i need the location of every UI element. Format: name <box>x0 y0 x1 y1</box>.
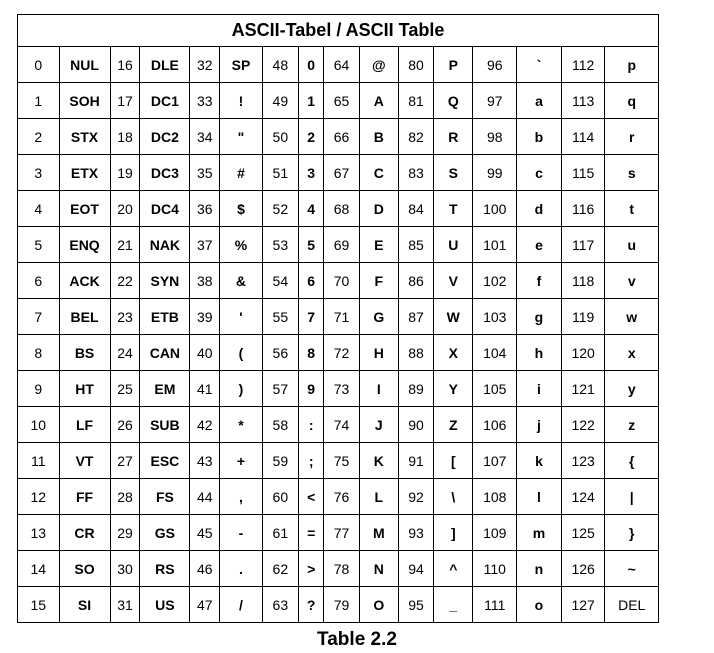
char-cell: & <box>220 263 263 299</box>
table-row <box>18 407 659 443</box>
code-cell: 5 <box>18 227 60 263</box>
code-cell: 121 <box>561 371 605 407</box>
char-cell: 5 <box>298 227 324 263</box>
code-cell: 127 <box>561 587 605 623</box>
code-cell: 11 <box>18 443 60 479</box>
code-cell: 37 <box>190 227 220 263</box>
char-cell: G <box>359 299 398 335</box>
table-row <box>18 155 659 191</box>
code-cell: 13 <box>18 515 60 551</box>
code-cell: 101 <box>473 227 517 263</box>
code-cell: 66 <box>324 119 359 155</box>
char-cell: ^ <box>434 551 473 587</box>
code-cell: 83 <box>398 155 433 191</box>
char-cell: * <box>220 407 263 443</box>
code-cell: 57 <box>262 371 298 407</box>
char-cell: ETB <box>140 299 190 335</box>
char-cell: SUB <box>140 407 190 443</box>
code-cell: 49 <box>262 83 298 119</box>
char-cell: y <box>605 371 659 407</box>
char-cell: i <box>517 371 562 407</box>
code-cell: 105 <box>473 371 517 407</box>
char-cell: : <box>298 407 324 443</box>
table-row <box>18 335 659 371</box>
char-cell: EOT <box>59 191 110 227</box>
code-cell: 17 <box>110 83 140 119</box>
code-cell: 74 <box>324 407 359 443</box>
code-cell: 28 <box>110 479 140 515</box>
char-cell: a <box>517 83 562 119</box>
table-row <box>18 263 659 299</box>
char-cell: / <box>220 587 263 623</box>
char-cell: O <box>359 587 398 623</box>
char-cell: t <box>605 191 659 227</box>
table-row <box>18 83 659 119</box>
code-cell: 25 <box>110 371 140 407</box>
char-cell: L <box>359 479 398 515</box>
char-cell: p <box>605 47 659 83</box>
code-cell: 92 <box>398 479 433 515</box>
code-cell: 7 <box>18 299 60 335</box>
char-cell: \ <box>434 479 473 515</box>
char-cell: W <box>434 299 473 335</box>
char-cell: ETX <box>59 155 110 191</box>
code-cell: 125 <box>561 515 605 551</box>
char-cell: CR <box>59 515 110 551</box>
char-cell: v <box>605 263 659 299</box>
char-cell: K <box>359 443 398 479</box>
code-cell: 51 <box>262 155 298 191</box>
char-cell: 9 <box>298 371 324 407</box>
code-cell: 8 <box>18 335 60 371</box>
code-cell: 43 <box>190 443 220 479</box>
code-cell: 64 <box>324 47 359 83</box>
char-cell: J <box>359 407 398 443</box>
code-cell: 20 <box>110 191 140 227</box>
code-cell: 100 <box>473 191 517 227</box>
code-cell: 18 <box>110 119 140 155</box>
code-cell: 48 <box>262 47 298 83</box>
char-cell: RS <box>140 551 190 587</box>
table-row <box>18 587 659 623</box>
code-cell: 70 <box>324 263 359 299</box>
char-cell: s <box>605 155 659 191</box>
char-cell: n <box>517 551 562 587</box>
char-cell: CAN <box>140 335 190 371</box>
code-cell: 106 <box>473 407 517 443</box>
code-cell: 104 <box>473 335 517 371</box>
char-cell: SP <box>220 47 263 83</box>
char-cell: S <box>434 155 473 191</box>
char-cell: A <box>359 83 398 119</box>
code-cell: 93 <box>398 515 433 551</box>
char-cell: F <box>359 263 398 299</box>
char-cell: NUL <box>59 47 110 83</box>
code-cell: 112 <box>561 47 605 83</box>
char-cell: 7 <box>298 299 324 335</box>
code-cell: 82 <box>398 119 433 155</box>
code-cell: 103 <box>473 299 517 335</box>
char-cell: U <box>434 227 473 263</box>
table-row <box>18 119 659 155</box>
char-cell: " <box>220 119 263 155</box>
code-cell: 115 <box>561 155 605 191</box>
char-cell: Q <box>434 83 473 119</box>
code-cell: 27 <box>110 443 140 479</box>
char-cell: u <box>605 227 659 263</box>
char-cell: T <box>434 191 473 227</box>
char-cell: + <box>220 443 263 479</box>
char-cell: V <box>434 263 473 299</box>
char-cell: ESC <box>140 443 190 479</box>
code-cell: 96 <box>473 47 517 83</box>
char-cell: $ <box>220 191 263 227</box>
code-cell: 22 <box>110 263 140 299</box>
char-cell: DLE <box>140 47 190 83</box>
char-cell: GS <box>140 515 190 551</box>
code-cell: 47 <box>190 587 220 623</box>
char-cell: Z <box>434 407 473 443</box>
char-cell: ~ <box>605 551 659 587</box>
ascii-table <box>17 14 659 623</box>
char-cell: H <box>359 335 398 371</box>
code-cell: 117 <box>561 227 605 263</box>
code-cell: 78 <box>324 551 359 587</box>
char-cell: ( <box>220 335 263 371</box>
char-cell: DC1 <box>140 83 190 119</box>
char-cell: 0 <box>298 47 324 83</box>
table-title: ASCII-Tabel / ASCII Table <box>18 15 659 47</box>
char-cell: _ <box>434 587 473 623</box>
char-cell: 6 <box>298 263 324 299</box>
char-cell: N <box>359 551 398 587</box>
code-cell: 38 <box>190 263 220 299</box>
char-cell: BS <box>59 335 110 371</box>
char-cell: SYN <box>140 263 190 299</box>
char-cell: 1 <box>298 83 324 119</box>
char-cell: ! <box>220 83 263 119</box>
table-body <box>18 47 659 623</box>
char-cell: e <box>517 227 562 263</box>
char-cell: NAK <box>140 227 190 263</box>
code-cell: 19 <box>110 155 140 191</box>
code-cell: 89 <box>398 371 433 407</box>
char-cell: FF <box>59 479 110 515</box>
code-cell: 59 <box>262 443 298 479</box>
code-cell: 42 <box>190 407 220 443</box>
char-cell: EM <box>140 371 190 407</box>
code-cell: 16 <box>110 47 140 83</box>
code-cell: 110 <box>473 551 517 587</box>
char-cell: d <box>517 191 562 227</box>
table-row <box>18 227 659 263</box>
char-cell: q <box>605 83 659 119</box>
char-cell: h <box>517 335 562 371</box>
code-cell: 97 <box>473 83 517 119</box>
code-cell: 108 <box>473 479 517 515</box>
code-cell: 33 <box>190 83 220 119</box>
char-cell: ` <box>517 47 562 83</box>
char-cell: SOH <box>59 83 110 119</box>
char-cell: x <box>605 335 659 371</box>
char-cell: I <box>359 371 398 407</box>
char-cell: c <box>517 155 562 191</box>
char-cell: b <box>517 119 562 155</box>
code-cell: 4 <box>18 191 60 227</box>
char-cell: DC4 <box>140 191 190 227</box>
code-cell: 84 <box>398 191 433 227</box>
char-cell: - <box>220 515 263 551</box>
char-cell: # <box>220 155 263 191</box>
code-cell: 62 <box>262 551 298 587</box>
code-cell: 76 <box>324 479 359 515</box>
code-cell: 122 <box>561 407 605 443</box>
char-cell: m <box>517 515 562 551</box>
char-cell: ' <box>220 299 263 335</box>
code-cell: 118 <box>561 263 605 299</box>
code-cell: 23 <box>110 299 140 335</box>
code-cell: 21 <box>110 227 140 263</box>
char-cell: ? <box>298 587 324 623</box>
char-cell: ) <box>220 371 263 407</box>
code-cell: 79 <box>324 587 359 623</box>
code-cell: 3 <box>18 155 60 191</box>
char-cell: 3 <box>298 155 324 191</box>
char-cell: o <box>517 587 562 623</box>
code-cell: 73 <box>324 371 359 407</box>
code-cell: 98 <box>473 119 517 155</box>
char-cell: w <box>605 299 659 335</box>
code-cell: 50 <box>262 119 298 155</box>
code-cell: 126 <box>561 551 605 587</box>
char-cell: g <box>517 299 562 335</box>
table-row <box>18 479 659 515</box>
code-cell: 91 <box>398 443 433 479</box>
code-cell: 31 <box>110 587 140 623</box>
code-cell: 44 <box>190 479 220 515</box>
code-cell: 6 <box>18 263 60 299</box>
char-cell: z <box>605 407 659 443</box>
code-cell: 81 <box>398 83 433 119</box>
char-cell: Y <box>434 371 473 407</box>
code-cell: 116 <box>561 191 605 227</box>
char-cell: ACK <box>59 263 110 299</box>
char-cell: @ <box>359 47 398 83</box>
code-cell: 63 <box>262 587 298 623</box>
code-cell: 45 <box>190 515 220 551</box>
char-cell: < <box>298 479 324 515</box>
code-cell: 24 <box>110 335 140 371</box>
char-cell: ENQ <box>59 227 110 263</box>
table-row <box>18 299 659 335</box>
char-cell: HT <box>59 371 110 407</box>
code-cell: 53 <box>262 227 298 263</box>
code-cell: 39 <box>190 299 220 335</box>
char-cell: SO <box>59 551 110 587</box>
char-cell: { <box>605 443 659 479</box>
code-cell: 46 <box>190 551 220 587</box>
code-cell: 32 <box>190 47 220 83</box>
code-cell: 67 <box>324 155 359 191</box>
code-cell: 75 <box>324 443 359 479</box>
code-cell: 65 <box>324 83 359 119</box>
char-cell: X <box>434 335 473 371</box>
char-cell: SI <box>59 587 110 623</box>
char-cell: k <box>517 443 562 479</box>
char-cell: BEL <box>59 299 110 335</box>
table-row <box>18 47 659 83</box>
table-caption: Table 2.2 <box>317 629 397 650</box>
char-cell: 4 <box>298 191 324 227</box>
char-cell: STX <box>59 119 110 155</box>
code-cell: 2 <box>18 119 60 155</box>
code-cell: 113 <box>561 83 605 119</box>
code-cell: 34 <box>190 119 220 155</box>
code-cell: 124 <box>561 479 605 515</box>
code-cell: 119 <box>561 299 605 335</box>
code-cell: 26 <box>110 407 140 443</box>
code-cell: 85 <box>398 227 433 263</box>
code-cell: 69 <box>324 227 359 263</box>
code-cell: 14 <box>18 551 60 587</box>
table-title-row <box>18 15 659 47</box>
code-cell: 114 <box>561 119 605 155</box>
code-cell: 87 <box>398 299 433 335</box>
code-cell: 36 <box>190 191 220 227</box>
char-cell: US <box>140 587 190 623</box>
table-row <box>18 443 659 479</box>
code-cell: 120 <box>561 335 605 371</box>
char-cell: ] <box>434 515 473 551</box>
char-cell: r <box>605 119 659 155</box>
code-cell: 1 <box>18 83 60 119</box>
code-cell: 41 <box>190 371 220 407</box>
table-row <box>18 191 659 227</box>
code-cell: 30 <box>110 551 140 587</box>
code-cell: 71 <box>324 299 359 335</box>
char-cell: LF <box>59 407 110 443</box>
table-row <box>18 515 659 551</box>
code-cell: 77 <box>324 515 359 551</box>
code-cell: 54 <box>262 263 298 299</box>
char-cell: j <box>517 407 562 443</box>
char-cell: 8 <box>298 335 324 371</box>
char-cell: C <box>359 155 398 191</box>
code-cell: 99 <box>473 155 517 191</box>
code-cell: 123 <box>561 443 605 479</box>
code-cell: 109 <box>473 515 517 551</box>
char-cell: E <box>359 227 398 263</box>
table-row <box>18 371 659 407</box>
char-cell: DEL <box>605 587 659 623</box>
code-cell: 10 <box>18 407 60 443</box>
code-cell: 95 <box>398 587 433 623</box>
char-cell: | <box>605 479 659 515</box>
char-cell: D <box>359 191 398 227</box>
char-cell: , <box>220 479 263 515</box>
code-cell: 90 <box>398 407 433 443</box>
code-cell: 86 <box>398 263 433 299</box>
code-cell: 35 <box>190 155 220 191</box>
char-cell: > <box>298 551 324 587</box>
code-cell: 94 <box>398 551 433 587</box>
char-cell: VT <box>59 443 110 479</box>
code-cell: 58 <box>262 407 298 443</box>
code-cell: 88 <box>398 335 433 371</box>
char-cell: % <box>220 227 263 263</box>
char-cell: = <box>298 515 324 551</box>
code-cell: 60 <box>262 479 298 515</box>
char-cell: . <box>220 551 263 587</box>
char-cell: l <box>517 479 562 515</box>
code-cell: 15 <box>18 587 60 623</box>
code-cell: 72 <box>324 335 359 371</box>
code-cell: 68 <box>324 191 359 227</box>
code-cell: 55 <box>262 299 298 335</box>
code-cell: 107 <box>473 443 517 479</box>
code-cell: 29 <box>110 515 140 551</box>
char-cell: P <box>434 47 473 83</box>
char-cell: } <box>605 515 659 551</box>
code-cell: 61 <box>262 515 298 551</box>
code-cell: 80 <box>398 47 433 83</box>
char-cell: B <box>359 119 398 155</box>
char-cell: [ <box>434 443 473 479</box>
char-cell: FS <box>140 479 190 515</box>
code-cell: 40 <box>190 335 220 371</box>
code-cell: 111 <box>473 587 517 623</box>
code-cell: 56 <box>262 335 298 371</box>
code-cell: 0 <box>18 47 60 83</box>
char-cell: DC3 <box>140 155 190 191</box>
table-row <box>18 551 659 587</box>
char-cell: DC2 <box>140 119 190 155</box>
code-cell: 12 <box>18 479 60 515</box>
code-cell: 9 <box>18 371 60 407</box>
char-cell: R <box>434 119 473 155</box>
code-cell: 52 <box>262 191 298 227</box>
char-cell: 2 <box>298 119 324 155</box>
char-cell: f <box>517 263 562 299</box>
char-cell: ; <box>298 443 324 479</box>
char-cell: M <box>359 515 398 551</box>
code-cell: 102 <box>473 263 517 299</box>
